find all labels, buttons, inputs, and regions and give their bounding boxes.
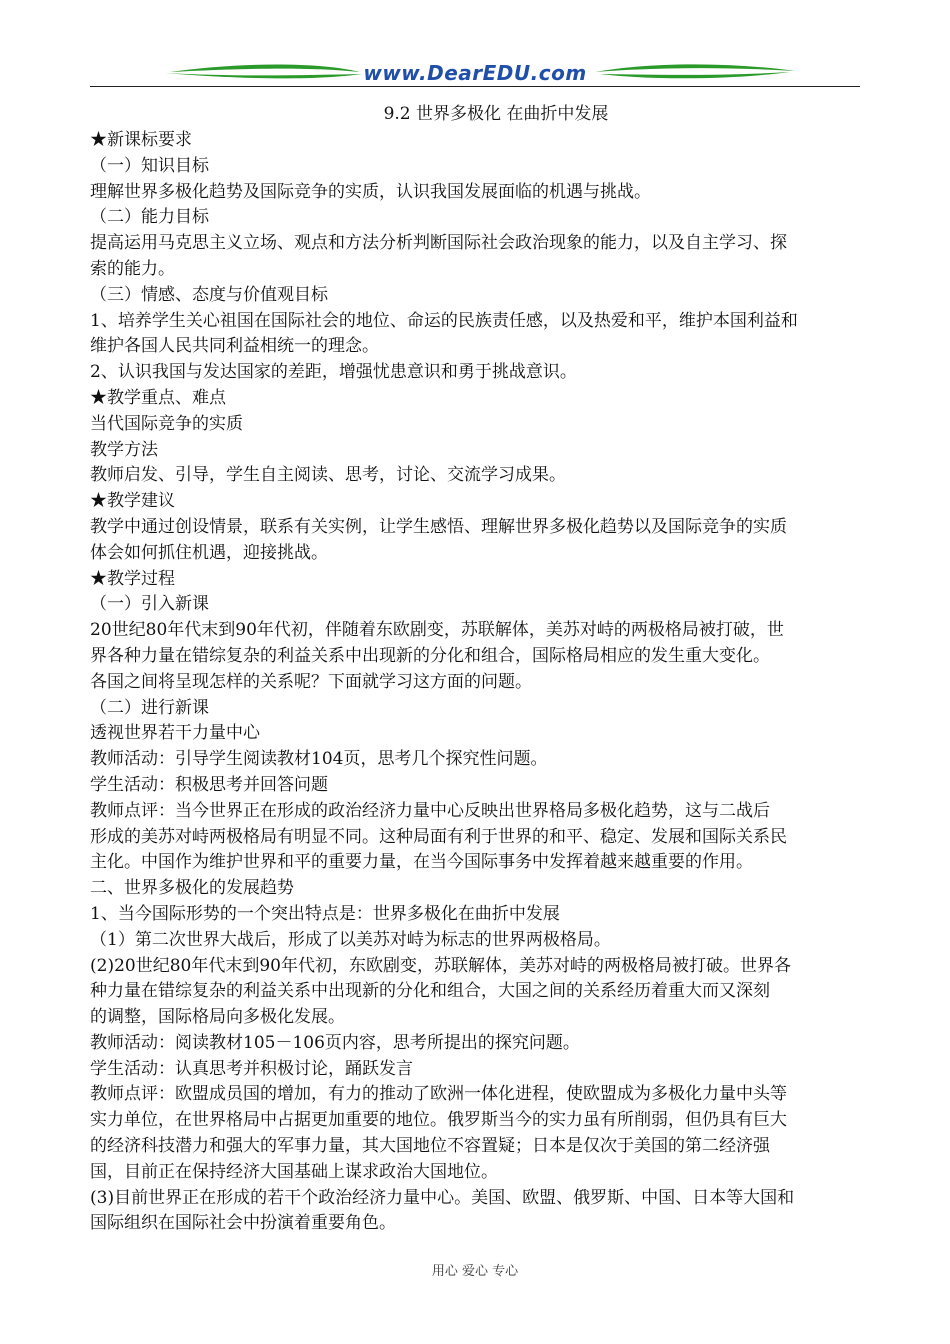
text-line: 1、当今国际形势的一个突出特点是：世界多极化在曲折中发展 <box>90 903 560 924</box>
document-lines <box>90 128 862 1237</box>
page-footer: 用心 爱心 专心 <box>431 1264 519 1279</box>
text-line: （一）知识目标 <box>90 155 209 176</box>
text-line: 的经济科技潜力和强大的军事力量，其大国地位不容置疑；日本是仅次于美国的第二经济强 <box>90 1136 770 1157</box>
text-line: 维护各国人民共同利益相统一的理念。 <box>90 336 379 357</box>
text-line: 教学方法 <box>90 439 158 460</box>
text-line: 实力单位，在世界格局中占据更加重要的地位。俄罗斯当今的实力虽有所削弱，但仍具有巨大 <box>90 1110 787 1131</box>
text-line: ★教学过程 <box>90 568 175 589</box>
text-line: 学生活动：积极思考并回答问题 <box>90 774 328 795</box>
text-line: 当代国际竞争的实质 <box>90 413 243 434</box>
text-line: 形成的美苏对峙两极格局有明显不同。这种局面有利于世界的和平、稳定、发展和国际关系民 <box>90 826 787 847</box>
text-line: 20世纪80年代末到90年代初，伴随着东欧剧变，苏联解体，美苏对峙的两极格局被打破，世 <box>90 620 784 641</box>
text-line: （1）第二次世界大战后，形成了以美苏对峙为标志的世界两极格局。 <box>90 929 611 950</box>
text-line: 国际组织在国际社会中扮演着重要角色。 <box>90 1213 396 1234</box>
text-line: 透视世界若干力量中心 <box>90 723 260 744</box>
text-line: 教师活动：引导学生阅读教材104页，思考几个探究性问题。 <box>90 749 548 770</box>
text-line: ★新课标要求 <box>90 130 192 150</box>
text-line: 界各种力量在错综复杂的利益关系中出现新的分化和组合，国际格局相应的发生重大变化。 <box>90 645 770 666</box>
text-line: 教学中通过创设情景，联系有关实例，让学生感悟、理解世界多极化趋势以及国际竞争的实质 <box>90 516 787 537</box>
text-line: 2、认识我国与发达国家的差距，增强忧患意识和勇于挑战意识。 <box>90 362 577 383</box>
text-line: ★教学建议 <box>90 491 175 512</box>
text-line: 教师启发、引导，学生自主阅读、思考，讨论、交流学习成果。 <box>90 465 566 486</box>
text-line: 种力量在错综复杂的利益关系中出现新的分化和组合，大国之间的关系经历着重大而又深刻 <box>90 981 770 1002</box>
text-line: 1、培养学生关心祖国在国际社会的地位、命运的民族责任感，以及热爱和平，维护本国利益和 <box>90 310 798 331</box>
text-line: 教师点评：当今世界正在形成的政治经济力量中心反映出世界格局多极化趋势，这与二战后 <box>90 800 770 821</box>
text-line: ★教学重点、难点 <box>90 387 226 408</box>
text-line: （二）进行新课 <box>90 697 209 718</box>
site-header-banner <box>90 58 860 94</box>
text-line: 国，目前正在保持经济大国基础上谋求政治大国地位。 <box>90 1161 498 1182</box>
text-line: （三）情感、态度与价值观目标 <box>90 284 328 305</box>
header-divider <box>90 86 860 87</box>
text-line: 教师点评：欧盟成员国的增加，有力的推动了欧洲一体化进程，使欧盟成为多极化力量中头等 <box>90 1084 787 1105</box>
text-line: (3)目前世界正在形成的若干个政治经济力量中心。美国、欧盟、俄罗斯、中国、日本等大国和 <box>90 1187 795 1208</box>
text-line: 学生活动：认真思考并积极讨论，踊跃发言 <box>90 1058 413 1079</box>
text-line: 理解世界多极化趋势及国际竞争的实质，认识我国发展面临的机遇与挑战。 <box>90 181 651 202</box>
text-line: (2)20世纪80年代末到90年代初，东欧剧变，苏联解体，美苏对峙的两极格局被打破。世界各 <box>90 955 791 976</box>
document-title: 9.2 世界多极化 在曲折中发展 <box>383 104 609 124</box>
text-line: 的调整，国际格局向多极化发展。 <box>90 1007 345 1028</box>
text-line: 教师活动：阅读教材105－106页内容，思考所提出的探究问题。 <box>90 1032 580 1053</box>
document-body <box>90 101 862 1237</box>
site-logo-text[interactable]: www.DearEDU.com <box>363 61 587 85</box>
text-line: 二、世界多极化的发展趋势 <box>90 878 294 899</box>
text-line: （二）能力目标 <box>90 207 209 228</box>
text-line: 体会如何抓住机遇，迎接挑战。 <box>90 542 328 563</box>
text-line: 主化。中国作为维护世界和平的重要力量，在当今国际事务中发挥着越来越重要的作用。 <box>90 852 753 873</box>
text-line: （一）引入新课 <box>90 594 209 615</box>
text-line: 提高运用马克思主义立场、观点和方法分析判断国际社会政治现象的能力，以及自主学习、探 <box>90 233 787 254</box>
text-line: 各国之间将呈现怎样的关系呢？下面就学习这方面的问题。 <box>90 671 532 692</box>
text-line: 索的能力。 <box>90 258 175 279</box>
